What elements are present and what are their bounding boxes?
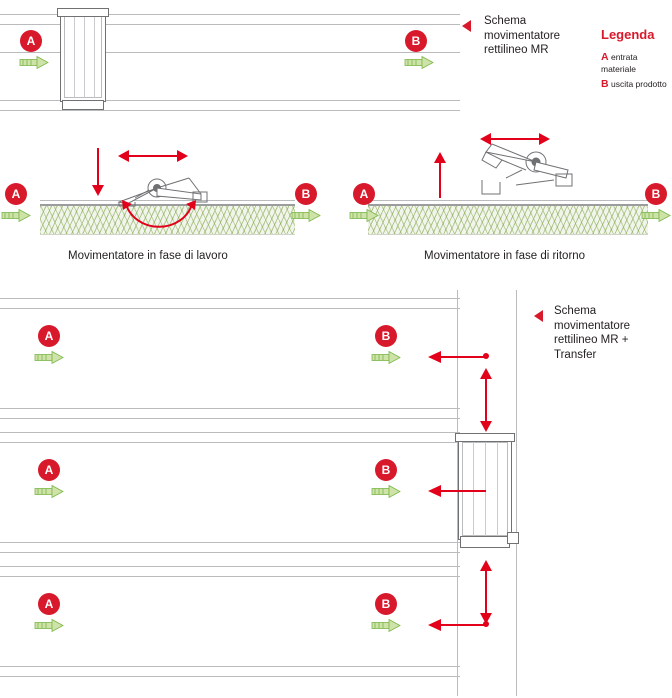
green-arrow-icon: [372, 619, 402, 632]
red-arrow-horizontal: [486, 138, 542, 140]
red-arrow-horizontal: [440, 490, 486, 492]
rail-line: [0, 408, 460, 409]
red-arrow-vertical: [439, 160, 441, 198]
badge-b: B: [375, 325, 397, 347]
badge-a: A: [5, 183, 27, 205]
machine-transfer-unit: [60, 12, 106, 102]
legend-letter-b: B: [601, 78, 609, 90]
red-arrow-head-up: [479, 368, 493, 380]
red-arrow-horizontal: [440, 356, 486, 358]
green-arrow-icon: [405, 56, 435, 69]
mover-arm-return: [456, 130, 586, 210]
ground-hatch: [368, 206, 648, 235]
machine-transfer-unit: [458, 438, 512, 540]
badge-b: B: [295, 183, 317, 205]
red-arrow-horizontal: [440, 624, 486, 626]
legend-letter-a: A: [601, 51, 609, 63]
legend-title: Legenda: [601, 27, 655, 42]
badge-a: A: [38, 459, 60, 481]
caption-return: Movimentatore in fase di ritorno: [424, 250, 586, 262]
red-arrow-head-down: [91, 184, 105, 196]
rail-line: [0, 110, 460, 111]
rail-line: [0, 576, 460, 577]
green-arrow-icon: [350, 209, 380, 222]
red-arrow-head-left: [428, 618, 442, 632]
red-arrow-head-left: [480, 132, 492, 146]
red-arrow-head-right: [176, 149, 188, 163]
red-arrow-head-up: [433, 152, 447, 164]
red-arrow-head-left: [428, 484, 442, 498]
badge-b: B: [405, 30, 427, 52]
panel-transfer-label: Schema movimentatore rettilineo MR + Transfer: [554, 305, 631, 362]
rail-line: [0, 552, 460, 553]
red-arrow-vertical: [485, 568, 487, 616]
rail-line: [0, 666, 460, 667]
red-arrow-head-right: [538, 132, 550, 146]
badge-b: B: [375, 459, 397, 481]
legend-item-b: [601, 78, 672, 91]
machine-rib: [473, 442, 474, 536]
machine-rib: [94, 16, 95, 98]
red-arrow-vertical: [97, 148, 99, 188]
panel-transfer: [0, 286, 672, 698]
panel-return: [336, 130, 672, 270]
rail-line: [0, 418, 460, 419]
transfer-track-line: [516, 290, 517, 696]
rail-line: [0, 298, 460, 299]
legend-item-a: [601, 51, 667, 74]
red-arrow-vertical: [485, 376, 487, 424]
rail-line: [0, 676, 460, 677]
machine-base: [460, 536, 510, 548]
green-arrow-icon: [35, 619, 65, 632]
green-arrow-icon: [2, 209, 32, 222]
badge-b: B: [645, 183, 667, 205]
green-arrow-icon: [35, 485, 65, 498]
badge-b: B: [375, 593, 397, 615]
rail-line: [0, 566, 460, 567]
legend-label-a: entrata materiale: [601, 52, 638, 74]
machine-base: [62, 100, 104, 110]
rail-line: [0, 308, 460, 309]
red-arrow-head-left: [428, 350, 442, 364]
green-arrow-icon: [372, 485, 402, 498]
pointer-icon: [462, 20, 471, 32]
badge-a: A: [20, 30, 42, 52]
badge-a: A: [38, 593, 60, 615]
panel-top-label: Schema movimentatore rettilineo MR: [484, 15, 561, 57]
red-arrow-head-left: [118, 149, 130, 163]
red-arrow-head-up: [479, 560, 493, 572]
green-arrow-icon: [35, 351, 65, 364]
panel-work: [0, 130, 336, 270]
machine-drive-box: [507, 532, 519, 544]
green-arrow-icon: [20, 56, 50, 69]
machine-rib: [497, 442, 498, 536]
red-arrow-horizontal: [124, 155, 180, 157]
rail-line: [0, 432, 460, 433]
green-arrow-icon: [642, 209, 672, 222]
red-node-dot: [483, 353, 489, 359]
machine-inner-frame: [64, 16, 102, 98]
red-arrow-head-down: [479, 420, 493, 432]
pointer-icon: [534, 310, 543, 322]
caption-work: Movimentatore in fase di lavoro: [68, 250, 228, 262]
red-arrow-head-down: [479, 612, 493, 624]
badge-a: A: [353, 183, 375, 205]
rail-line: [0, 442, 460, 443]
machine-top-cap: [455, 433, 515, 442]
machine-top-cap: [57, 8, 109, 17]
machine-rib: [74, 16, 75, 98]
rail-line: [0, 542, 460, 543]
panel-top: [0, 0, 672, 118]
badge-a: A: [38, 325, 60, 347]
green-arrow-icon: [372, 351, 402, 364]
red-arc-rotation: [120, 200, 198, 236]
green-arrow-icon: [292, 209, 322, 222]
legend-label-b: uscita prodotto: [610, 79, 667, 89]
machine-rib: [84, 16, 85, 98]
machine-rib: [485, 442, 486, 536]
